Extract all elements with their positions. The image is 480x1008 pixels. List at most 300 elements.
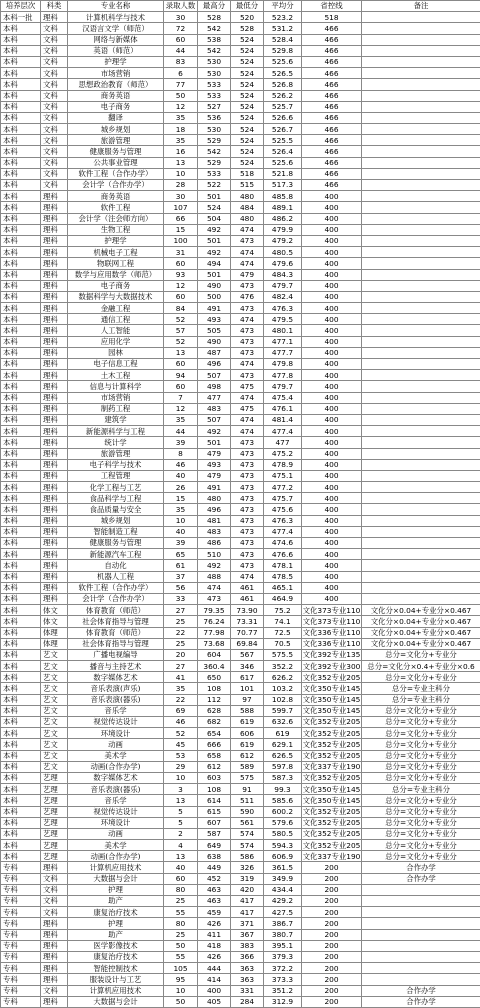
cell-control-line: 400 xyxy=(302,347,362,358)
cell-max-score: 481 xyxy=(198,515,231,526)
cell-max-score: 492 xyxy=(198,247,231,258)
cell-category: 艺文 xyxy=(41,672,68,683)
cell-enrolled: 22 xyxy=(164,627,198,638)
cell-enrolled: 107 xyxy=(164,202,198,213)
table-row xyxy=(1,862,480,873)
cell-min-score: 524 xyxy=(231,45,264,56)
cell-avg-score: 351.2 xyxy=(264,985,302,996)
cell-level: 本科 xyxy=(1,347,41,358)
cell-avg-score: 476.6 xyxy=(264,549,302,560)
cell-category: 理科 xyxy=(41,370,68,381)
table-row xyxy=(1,79,480,90)
cell-level: 专科 xyxy=(1,862,41,873)
cell-min-score: 575 xyxy=(231,772,264,783)
cell-remarks xyxy=(362,560,480,571)
cell-level: 专科 xyxy=(1,896,41,907)
cell-enrolled: 50 xyxy=(164,996,198,1007)
cell-level: 本科 xyxy=(1,493,41,504)
column-header-min-score: 最低分 xyxy=(231,1,264,12)
cell-enrolled: 4 xyxy=(164,840,198,851)
cell-max-score: 529 xyxy=(198,157,231,168)
cell-max-score: 73.68 xyxy=(198,638,231,649)
cell-category: 文科 xyxy=(41,23,68,34)
cell-min-score: 524 xyxy=(231,34,264,45)
cell-remarks: 总分=文化分+专业分 xyxy=(362,739,480,750)
cell-category: 理科 xyxy=(41,940,68,951)
cell-min-score: 473 xyxy=(231,235,264,246)
cell-control-line: 400 xyxy=(302,593,362,604)
cell-avg-score: 525.7 xyxy=(264,101,302,112)
cell-enrolled: 35 xyxy=(164,414,198,425)
cell-major: 统计学 xyxy=(68,437,164,448)
column-header-control-line: 省控线 xyxy=(302,1,362,12)
cell-remarks: 总分=文化分+专业分 xyxy=(362,761,480,772)
cell-enrolled: 10 xyxy=(164,985,198,996)
cell-enrolled: 52 xyxy=(164,336,198,347)
cell-min-score: 480 xyxy=(231,191,264,202)
cell-enrolled: 25 xyxy=(164,616,198,627)
cell-avg-score: 477.1 xyxy=(264,336,302,347)
cell-major: 网络与新媒体 xyxy=(68,34,164,45)
cell-major: 社会体育指导与管理 xyxy=(68,638,164,649)
cell-category: 艺理 xyxy=(41,772,68,783)
cell-level: 本科 xyxy=(1,247,41,258)
table-row xyxy=(1,146,480,157)
cell-level: 本科 xyxy=(1,851,41,862)
cell-enrolled: 2 xyxy=(164,828,198,839)
cell-max-score: 426 xyxy=(198,918,231,929)
cell-level: 本科 xyxy=(1,817,41,828)
table-row xyxy=(1,940,480,951)
cell-avg-score: 427.5 xyxy=(264,907,302,918)
cell-category: 理科 xyxy=(41,493,68,504)
cell-enrolled: 10 xyxy=(164,515,198,526)
cell-category: 理科 xyxy=(41,247,68,258)
cell-category: 理科 xyxy=(41,582,68,593)
table-row xyxy=(1,605,480,616)
cell-level: 本科 xyxy=(1,482,41,493)
cell-control-line: 400 xyxy=(302,325,362,336)
table-row xyxy=(1,616,480,627)
cell-level: 专科 xyxy=(1,963,41,974)
cell-level: 本科 xyxy=(1,761,41,772)
cell-category: 理科 xyxy=(41,347,68,358)
cell-major: 数学与应用数学（师范） xyxy=(68,269,164,280)
cell-level: 本科 xyxy=(1,616,41,627)
cell-min-score: 524 xyxy=(231,68,264,79)
table-row xyxy=(1,593,480,604)
cell-category: 文科 xyxy=(41,68,68,79)
cell-max-score: 524 xyxy=(198,202,231,213)
cell-remarks: 总分=文化分+专业分 xyxy=(362,717,480,728)
cell-remarks xyxy=(362,157,480,168)
cell-enrolled: 29 xyxy=(164,761,198,772)
cell-level: 本科 xyxy=(1,694,41,705)
cell-max-score: 654 xyxy=(198,728,231,739)
cell-remarks: 总分=文化分+专业分 xyxy=(362,772,480,783)
cell-max-score: 444 xyxy=(198,963,231,974)
column-header-remarks: 备注 xyxy=(362,1,480,12)
cell-max-score: 452 xyxy=(198,873,231,884)
cell-min-score: 588 xyxy=(231,705,264,716)
column-header-category: 科类 xyxy=(41,1,68,12)
cell-major: 城乡规划 xyxy=(68,515,164,526)
cell-min-score: 473 xyxy=(231,280,264,291)
cell-max-score: 77.98 xyxy=(198,627,231,638)
table-row xyxy=(1,314,480,325)
table-row xyxy=(1,873,480,884)
cell-avg-score: 585.6 xyxy=(264,795,302,806)
cell-max-score: 490 xyxy=(198,280,231,291)
cell-category: 艺文 xyxy=(41,705,68,716)
cell-avg-score: 477.4 xyxy=(264,526,302,537)
cell-avg-score: 352.2 xyxy=(264,661,302,672)
cell-min-score: 473 xyxy=(231,459,264,470)
table-row xyxy=(1,817,480,828)
cell-control-line: 400 xyxy=(302,504,362,515)
cell-major: 思想政治教育（师范） xyxy=(68,79,164,90)
table-row xyxy=(1,448,480,459)
cell-category: 文科 xyxy=(41,124,68,135)
cell-remarks xyxy=(362,12,480,23)
cell-major: 数字媒体艺术 xyxy=(68,772,164,783)
cell-control-line: 文化337专业190 xyxy=(302,761,362,772)
cell-level: 本科 xyxy=(1,549,41,560)
cell-avg-score: 479.9 xyxy=(264,224,302,235)
table-row xyxy=(1,918,480,929)
cell-max-score: 400 xyxy=(198,985,231,996)
cell-avg-score: 103.2 xyxy=(264,683,302,694)
cell-remarks xyxy=(362,336,480,347)
cell-remarks: 总分=文化分+专业分 xyxy=(362,672,480,683)
cell-enrolled: 25 xyxy=(164,929,198,940)
cell-control-line: 200 xyxy=(302,940,362,951)
cell-level: 本科 xyxy=(1,157,41,168)
cell-control-line: 466 xyxy=(302,157,362,168)
cell-category: 体理 xyxy=(41,627,68,638)
cell-major: 数据科学与大数据技术 xyxy=(68,291,164,302)
cell-max-score: 501 xyxy=(198,235,231,246)
table-row xyxy=(1,325,480,336)
cell-major: 动画 xyxy=(68,739,164,750)
cell-major: 公共事业管理 xyxy=(68,157,164,168)
cell-major: 助产 xyxy=(68,896,164,907)
cell-remarks xyxy=(362,370,480,381)
cell-avg-score: 517.3 xyxy=(264,180,302,191)
cell-category: 艺文 xyxy=(41,694,68,705)
cell-control-line: 400 xyxy=(302,403,362,414)
cell-min-score: 70.77 xyxy=(231,627,264,638)
cell-avg-score: 599.7 xyxy=(264,705,302,716)
cell-min-score: 473 xyxy=(231,538,264,549)
cell-category: 理科 xyxy=(41,403,68,414)
cell-avg-score: 626.2 xyxy=(264,672,302,683)
cell-min-score: 73.31 xyxy=(231,616,264,627)
cell-avg-score: 373.3 xyxy=(264,974,302,985)
cell-remarks xyxy=(362,180,480,191)
cell-category: 艺理 xyxy=(41,828,68,839)
cell-min-score: 473 xyxy=(231,549,264,560)
cell-enrolled: 50 xyxy=(164,90,198,101)
cell-avg-score: 597.8 xyxy=(264,761,302,772)
cell-major: 智能制造工程 xyxy=(68,526,164,537)
cell-max-score: 510 xyxy=(198,549,231,560)
cell-category: 理科 xyxy=(41,482,68,493)
cell-major: 健康服务与管理 xyxy=(68,146,164,157)
cell-major: 音乐学 xyxy=(68,795,164,806)
cell-remarks xyxy=(362,146,480,157)
table-row xyxy=(1,269,480,280)
cell-remarks xyxy=(362,23,480,34)
cell-category: 理科 xyxy=(41,12,68,23)
cell-enrolled: 6 xyxy=(164,68,198,79)
cell-enrolled: 16 xyxy=(164,146,198,157)
cell-remarks: 总分=文化分×0.4+专业分×0.6 xyxy=(362,661,480,672)
cell-avg-score: 579.6 xyxy=(264,817,302,828)
cell-major: 会计学（注会师方向） xyxy=(68,213,164,224)
cell-major: 旅游管理 xyxy=(68,448,164,459)
cell-remarks xyxy=(362,582,480,593)
cell-remarks xyxy=(362,571,480,582)
cell-max-score: 449 xyxy=(198,862,231,873)
cell-major: 音乐表演(声乐) xyxy=(68,683,164,694)
cell-level: 本科 xyxy=(1,235,41,246)
cell-major: 环境设计 xyxy=(68,728,164,739)
cell-enrolled: 12 xyxy=(164,403,198,414)
cell-enrolled: 66 xyxy=(164,213,198,224)
cell-major: 物联网工程 xyxy=(68,258,164,269)
cell-remarks xyxy=(362,347,480,358)
cell-control-line: 400 xyxy=(302,336,362,347)
cell-control-line: 400 xyxy=(302,247,362,258)
table-row xyxy=(1,582,480,593)
cell-category: 艺文 xyxy=(41,649,68,660)
cell-category: 理科 xyxy=(41,504,68,515)
cell-major: 会计学（合作办学） xyxy=(68,180,164,191)
table-row xyxy=(1,951,480,962)
cell-max-score: 542 xyxy=(198,146,231,157)
table-row xyxy=(1,34,480,45)
cell-remarks xyxy=(362,437,480,448)
cell-avg-score: 619 xyxy=(264,728,302,739)
cell-major: 市场营销 xyxy=(68,68,164,79)
table-row xyxy=(1,504,480,515)
cell-remarks xyxy=(362,493,480,504)
cell-enrolled: 27 xyxy=(164,661,198,672)
cell-level: 本科 xyxy=(1,146,41,157)
table-row xyxy=(1,560,480,571)
cell-max-score: 493 xyxy=(198,459,231,470)
table-row xyxy=(1,739,480,750)
cell-min-score: 363 xyxy=(231,974,264,985)
cell-avg-score: 380.7 xyxy=(264,929,302,940)
cell-level: 本科 xyxy=(1,515,41,526)
cell-max-score: 501 xyxy=(198,191,231,202)
cell-level: 专科 xyxy=(1,974,41,985)
header-row xyxy=(1,1,480,12)
cell-major: 护理学 xyxy=(68,235,164,246)
cell-major: 播音与主持艺术 xyxy=(68,661,164,672)
cell-control-line: 400 xyxy=(302,202,362,213)
table-row xyxy=(1,347,480,358)
cell-major: 工程管理 xyxy=(68,470,164,481)
cell-max-score: 607 xyxy=(198,817,231,828)
cell-control-line: 466 xyxy=(302,79,362,90)
cell-level: 本科 xyxy=(1,34,41,45)
cell-max-score: 650 xyxy=(198,672,231,683)
cell-major: 应用化学 xyxy=(68,336,164,347)
cell-level: 本科 xyxy=(1,806,41,817)
cell-max-score: 528 xyxy=(198,12,231,23)
cell-avg-score: 575.5 xyxy=(264,649,302,660)
table-row xyxy=(1,45,480,56)
cell-remarks xyxy=(362,929,480,940)
table-row xyxy=(1,90,480,101)
cell-max-score: 108 xyxy=(198,784,231,795)
cell-control-line: 文化350专业145 xyxy=(302,694,362,705)
cell-avg-score: 372.2 xyxy=(264,963,302,974)
cell-enrolled: 84 xyxy=(164,303,198,314)
cell-remarks xyxy=(362,963,480,974)
cell-category: 理科 xyxy=(41,963,68,974)
cell-control-line: 400 xyxy=(302,448,362,459)
cell-avg-score: 475.1 xyxy=(264,470,302,481)
cell-category: 文科 xyxy=(41,884,68,895)
cell-remarks: 总分=专业主科分 xyxy=(362,683,480,694)
cell-level: 专科 xyxy=(1,951,41,962)
cell-avg-score: 485.8 xyxy=(264,191,302,202)
cell-enrolled: 50 xyxy=(164,940,198,951)
cell-major: 护理 xyxy=(68,884,164,895)
table-row xyxy=(1,851,480,862)
cell-enrolled: 37 xyxy=(164,571,198,582)
cell-major: 软件工程（合作办学） xyxy=(68,168,164,179)
cell-category: 文科 xyxy=(41,135,68,146)
cell-major: 音乐表演(器乐) xyxy=(68,694,164,705)
table-row xyxy=(1,683,480,694)
cell-avg-score: 477.4 xyxy=(264,426,302,437)
cell-avg-score: 475.4 xyxy=(264,392,302,403)
cell-category: 艺理 xyxy=(41,840,68,851)
cell-level: 本科 xyxy=(1,79,41,90)
cell-major: 动画(合作办学) xyxy=(68,761,164,772)
cell-control-line: 文化352专业205 xyxy=(302,772,362,783)
cell-category: 艺文 xyxy=(41,750,68,761)
cell-avg-score: 594.3 xyxy=(264,840,302,851)
table-row xyxy=(1,224,480,235)
cell-level: 本科 xyxy=(1,828,41,839)
cell-major: 大数据与会计 xyxy=(68,873,164,884)
cell-enrolled: 40 xyxy=(164,526,198,537)
cell-control-line: 文化350专业145 xyxy=(302,683,362,694)
cell-control-line: 400 xyxy=(302,470,362,481)
cell-control-line: 文化337专业190 xyxy=(302,851,362,862)
cell-control-line: 400 xyxy=(302,538,362,549)
cell-avg-score: 476.3 xyxy=(264,515,302,526)
table-row xyxy=(1,258,480,269)
cell-min-score: 476 xyxy=(231,291,264,302)
cell-enrolled: 55 xyxy=(164,951,198,962)
cell-avg-score: 475.7 xyxy=(264,493,302,504)
cell-level: 本科 xyxy=(1,459,41,470)
table-row xyxy=(1,392,480,403)
cell-remarks xyxy=(362,213,480,224)
cell-major: 商务英语 xyxy=(68,90,164,101)
cell-avg-score: 525.6 xyxy=(264,157,302,168)
cell-min-score: 473 xyxy=(231,336,264,347)
cell-level: 本科 xyxy=(1,291,41,302)
cell-min-score: 383 xyxy=(231,940,264,951)
cell-major: 电子信息工程 xyxy=(68,359,164,370)
table-row xyxy=(1,112,480,123)
cell-max-score: 505 xyxy=(198,325,231,336)
cell-control-line: 200 xyxy=(302,896,362,907)
cell-major: 美术学 xyxy=(68,840,164,851)
cell-major: 自动化 xyxy=(68,560,164,571)
cell-enrolled: 46 xyxy=(164,459,198,470)
cell-control-line: 文化392专业300 xyxy=(302,661,362,672)
cell-category: 理科 xyxy=(41,213,68,224)
cell-control-line: 400 xyxy=(302,303,362,314)
cell-remarks: 总分=文化分+专业分 xyxy=(362,649,480,660)
cell-major: 健康服务与管理 xyxy=(68,538,164,549)
cell-min-score: 326 xyxy=(231,862,264,873)
cell-category: 理科 xyxy=(41,359,68,370)
cell-min-score: 473 xyxy=(231,504,264,515)
table-row xyxy=(1,135,480,146)
cell-remarks: 合作办学 xyxy=(362,873,480,884)
cell-category: 理科 xyxy=(41,862,68,873)
cell-enrolled: 35 xyxy=(164,135,198,146)
cell-avg-score: 600.2 xyxy=(264,806,302,817)
cell-level: 本科 xyxy=(1,45,41,56)
cell-avg-score: 486.2 xyxy=(264,213,302,224)
cell-max-score: 411 xyxy=(198,929,231,940)
table-row xyxy=(1,482,480,493)
cell-enrolled: 93 xyxy=(164,269,198,280)
cell-major: 建筑学 xyxy=(68,414,164,425)
cell-category: 艺文 xyxy=(41,661,68,672)
cell-control-line: 400 xyxy=(302,515,362,526)
cell-enrolled: 105 xyxy=(164,963,198,974)
cell-major: 英语（师范） xyxy=(68,45,164,56)
cell-major: 护理学 xyxy=(68,56,164,67)
cell-avg-score: 629.1 xyxy=(264,739,302,750)
cell-min-score: 528 xyxy=(231,23,264,34)
cell-major: 社会体育指导与管理 xyxy=(68,616,164,627)
cell-max-score: 498 xyxy=(198,381,231,392)
cell-major: 商务英语 xyxy=(68,191,164,202)
cell-category: 理科 xyxy=(41,974,68,985)
cell-category: 理科 xyxy=(41,996,68,1007)
cell-max-score: 414 xyxy=(198,974,231,985)
cell-category: 理科 xyxy=(41,336,68,347)
cell-avg-score: 102.8 xyxy=(264,694,302,705)
table-row xyxy=(1,493,480,504)
cell-control-line: 466 xyxy=(302,146,362,157)
table-row xyxy=(1,672,480,683)
cell-min-score: 473 xyxy=(231,347,264,358)
cell-major: 翻译 xyxy=(68,112,164,123)
cell-min-score: 473 xyxy=(231,482,264,493)
cell-remarks: 总分=文化分+专业分 xyxy=(362,795,480,806)
cell-remarks: 总分=文化分+专业分 xyxy=(362,728,480,739)
cell-control-line: 400 xyxy=(302,549,362,560)
cell-max-score: 507 xyxy=(198,370,231,381)
cell-remarks xyxy=(362,235,480,246)
cell-control-line: 文化352专业205 xyxy=(302,840,362,851)
cell-category: 艺理 xyxy=(41,784,68,795)
